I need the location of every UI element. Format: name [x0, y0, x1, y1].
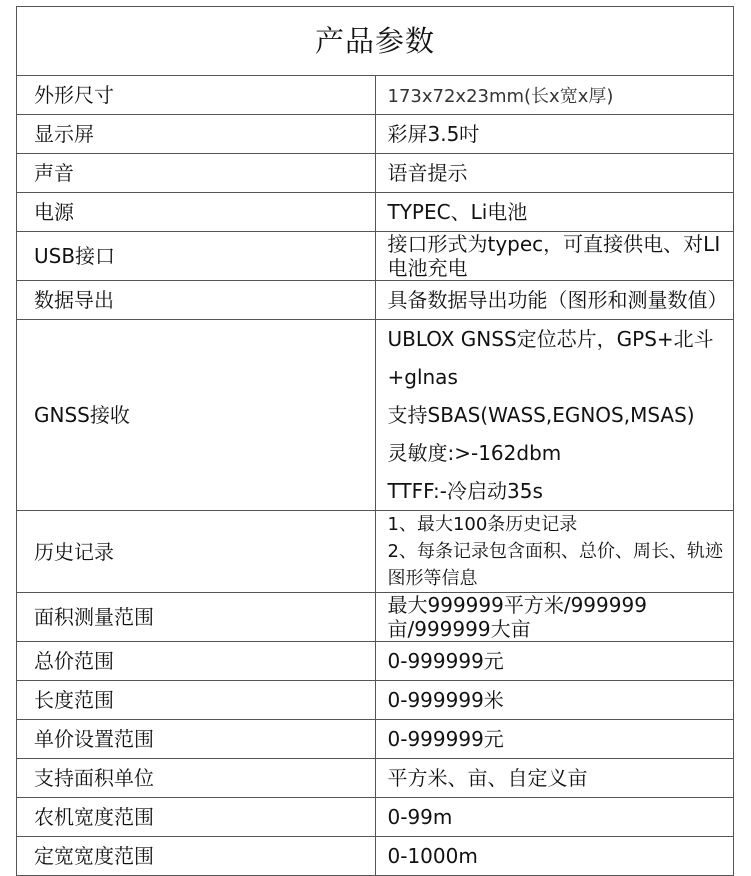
spec-value-area-range: 最大999999平方米/999999亩/999999大亩 [375, 593, 734, 642]
table-row [17, 593, 734, 642]
spec-value-line: 灵敏度:>-162dbm [387, 441, 562, 465]
spec-key-area-units: 支持面积单位 [17, 759, 376, 798]
spec-key-gnss: GNSS接收 [17, 320, 376, 511]
spec-key-sound: 声音 [17, 154, 376, 193]
spec-key-history: 历史记录 [17, 511, 376, 593]
spec-value-line: 2、每条记录包含面积、总价、周长、轨迹图形等信息 [387, 541, 723, 589]
table-row [17, 720, 734, 759]
spec-value-line: 173x72x23mm(长x宽x厚) [387, 85, 614, 107]
table-row [17, 642, 734, 681]
spec-value-gnss [375, 320, 734, 511]
spec-key-length-range: 长度范围 [17, 681, 376, 720]
spec-value-total-price-range: 0-999999元 [375, 642, 734, 681]
table-row [17, 154, 734, 193]
spec-value-line: 支持SBAS(WASS,EGNOS,MSAS) [387, 403, 695, 427]
table-row [17, 798, 734, 837]
spec-value-sound: 语音提示 [375, 154, 734, 193]
table-row [17, 115, 734, 154]
spec-key-dimensions: 外形尺寸 [17, 76, 376, 115]
spec-value-length-range: 0-999999米 [375, 681, 734, 720]
spec-key-total-price-range: 总价范围 [17, 642, 376, 681]
spec-key-area-range: 面积测量范围 [17, 593, 376, 642]
spec-key-display: 显示屏 [17, 115, 376, 154]
spec-value-line: UBLOX GNSS定位芯片，GPS+北斗+glnas [387, 327, 714, 389]
table-row [17, 76, 734, 115]
spec-value-line: TTFF:-冷启动35s [387, 479, 543, 503]
spec-table [16, 6, 734, 876]
spec-value-line: 1、最大100条历史记录 [387, 514, 578, 535]
spec-key-power: 电源 [17, 193, 376, 232]
spec-value-usb: 接口形式为typec，可直接供电、对LI电池充电 [375, 232, 734, 281]
spec-value-area-units: 平方米、亩、自定义亩 [375, 759, 734, 798]
spec-key-machine-width-range: 农机宽度范围 [17, 798, 376, 837]
table-row [17, 759, 734, 798]
table-row [17, 320, 734, 511]
table-row [17, 281, 734, 320]
table-row [17, 681, 734, 720]
spec-key-fixed-width-range: 定宽宽度范围 [17, 837, 376, 876]
table-row [17, 837, 734, 876]
spec-key-usb: USB接口 [17, 232, 376, 281]
spec-value-power: TYPEC、Li电池 [375, 193, 734, 232]
spec-value-export: 具备数据导出功能（图形和测量数值） [375, 281, 734, 320]
spec-value-history [375, 511, 734, 593]
table-row [17, 193, 734, 232]
spec-key-export: 数据导出 [17, 281, 376, 320]
spec-value-machine-width-range: 0-99m [375, 798, 734, 837]
spec-value-display: 彩屏3.5吋 [375, 115, 734, 154]
spec-value-fixed-width-range: 0-1000m [375, 837, 734, 876]
table-row [17, 232, 734, 281]
spec-value-unit-price-range: 0-999999元 [375, 720, 734, 759]
spec-value-dimensions [375, 76, 734, 115]
table-title: 产品参数 [17, 7, 734, 76]
spec-key-unit-price-range: 单价设置范围 [17, 720, 376, 759]
title-row [17, 7, 734, 76]
table-row [17, 511, 734, 593]
